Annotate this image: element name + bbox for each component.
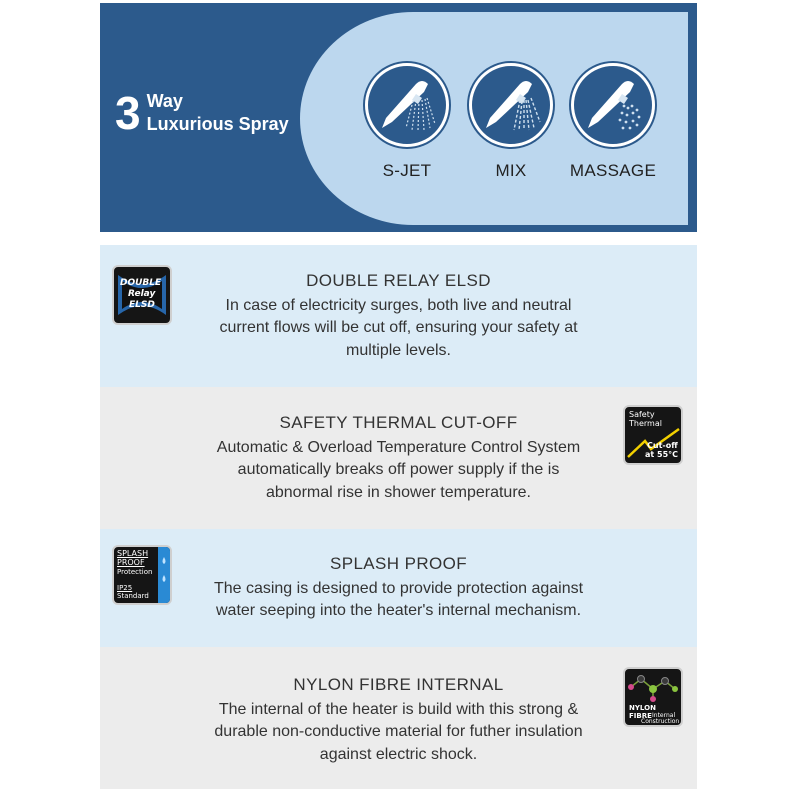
splash-proof-badge-icon xyxy=(112,545,172,605)
feature-safety-thermal-cut-off xyxy=(100,387,697,529)
feature-desc-line: water seeping into the heater's internal mechanism. xyxy=(215,602,582,619)
badge-nylon-line-1: NYLON FIBRE xyxy=(629,704,656,720)
badge-splash-line-4: IP25 xyxy=(117,584,133,592)
feature-text xyxy=(170,270,627,362)
banner-number: 3 xyxy=(115,87,141,139)
badge-splash-line-5: Standard xyxy=(117,592,149,600)
badge-elsd-line-1: DOUBLE xyxy=(120,278,162,288)
badge-thermal-line-4: at 55°C xyxy=(645,450,679,459)
banner-line-2: Luxurious Spray xyxy=(146,114,289,134)
badge-thermal-line-2: Thermal xyxy=(629,419,662,428)
banner-title xyxy=(115,87,289,139)
badge-splash-line-3: Protection xyxy=(117,568,153,576)
mix-spray-icon xyxy=(469,63,553,147)
badge-elsd-line-3: ELSD xyxy=(129,300,155,310)
spray-mode-massage xyxy=(568,63,658,181)
badge-elsd-line-2: Relay xyxy=(128,289,156,299)
feature-title: DOUBLE RELAY ELSD xyxy=(306,271,491,290)
badge-thermal-line-3: Cut-off xyxy=(647,441,678,450)
feature-splash-proof xyxy=(100,529,697,647)
banner-line-1: Way xyxy=(146,91,183,111)
spray-label-s-jet: S-JET xyxy=(382,161,432,180)
feature-desc-line: The internal of the heater is build with this strong & xyxy=(218,700,579,718)
feature-nylon-fibre-internal xyxy=(100,647,697,789)
feature-title: NYLON FIBRE INTERNAL xyxy=(293,675,504,694)
feature-title: SAFETY THERMAL CUT-OFF xyxy=(279,413,518,432)
safety-thermal-badge-icon xyxy=(623,405,683,465)
massage-spray-icon xyxy=(571,63,655,147)
feature-desc-line: current flows will be cut off, ensuring your safety at xyxy=(219,319,578,336)
feature-desc-line: Automatic & Overload Temperature Control System xyxy=(216,438,581,456)
s-jet-spray-icon xyxy=(365,63,449,147)
feature-text xyxy=(170,553,627,623)
feature-desc-line: In case of electricity surges, both live and neutral xyxy=(225,296,572,314)
feature-desc-line: abnormal rise in shower temperature. xyxy=(265,483,531,501)
feature-desc-line: multiple levels. xyxy=(346,341,451,359)
feature-desc-line: The casing is designed to provide protection against xyxy=(213,579,584,597)
badge-splash-line-1: SPLASH xyxy=(117,549,149,558)
feature-title: SPLASH PROOF xyxy=(329,554,468,573)
feature-text xyxy=(170,674,627,766)
feature-double-relay-elsd xyxy=(100,245,697,387)
feature-desc-line: automatically breaks off power supply if the is xyxy=(237,461,560,478)
nylon-fibre-badge-icon xyxy=(623,667,683,727)
spray-label-mix: MIX xyxy=(495,161,527,180)
spray-label-massage: MASSAGE xyxy=(569,161,657,180)
badge-thermal-line-1: Safety xyxy=(629,410,655,419)
spray-banner xyxy=(100,3,697,232)
badge-nylon-line-3: Construction xyxy=(641,718,680,725)
spray-mode-mix xyxy=(466,63,556,181)
double-relay-elsd-badge-icon xyxy=(112,265,172,325)
feature-desc-line: durable non-conductive material for futher insulation xyxy=(214,723,583,740)
badge-nylon-line-2: Internal xyxy=(652,712,676,719)
feature-desc-line: against electric shock. xyxy=(319,745,478,763)
spray-mode-s-jet xyxy=(362,63,452,181)
badge-splash-line-2: PROOF xyxy=(117,558,145,567)
feature-text xyxy=(170,412,627,504)
